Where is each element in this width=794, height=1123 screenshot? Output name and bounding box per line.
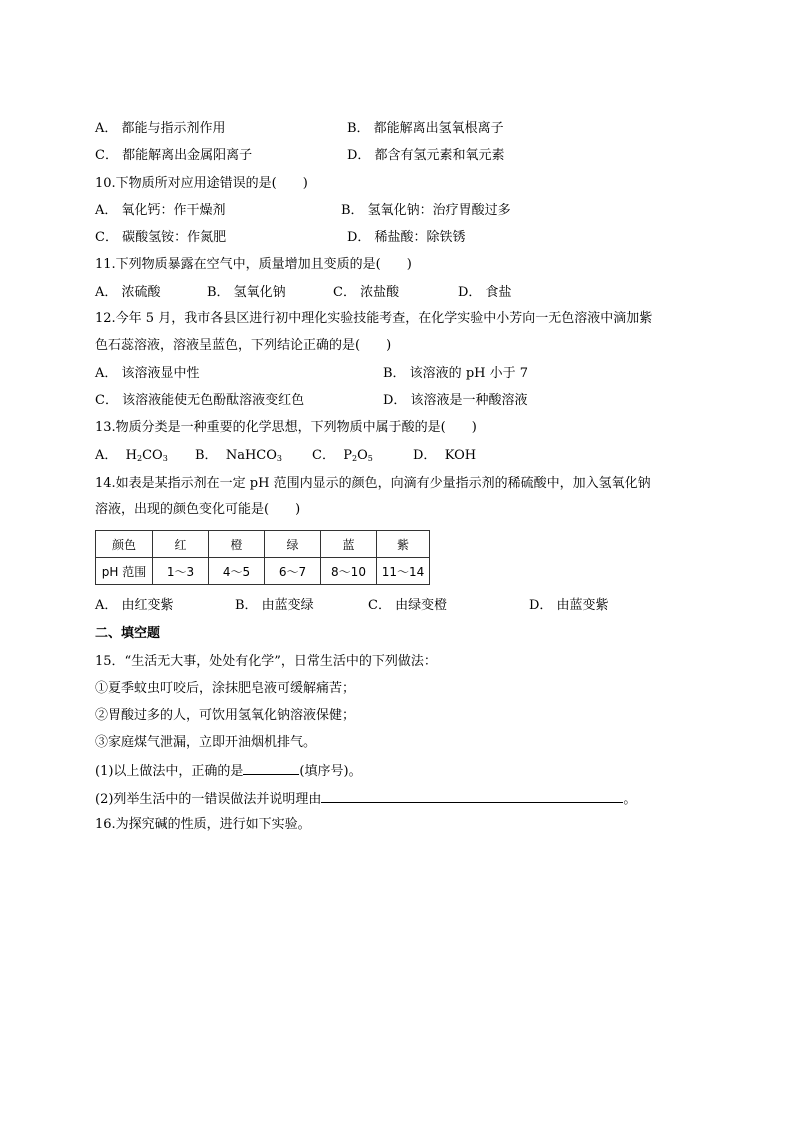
table-header-color: 颜色 xyxy=(96,531,153,558)
q14-option-b: B． 由蓝变绿 xyxy=(235,598,314,613)
q12-stem-line2: 色石蕊溶液，溶液呈蓝色，下列结论正确的是( ) xyxy=(95,338,392,353)
q13-option-d-label: D． xyxy=(413,448,437,463)
q13-option-b-formula: NaHCO$_3$ xyxy=(225,448,282,463)
q12-option-d: D． 该溶液是一种酸溶液 xyxy=(383,393,528,408)
q13-option-b xyxy=(195,447,282,465)
q15-item-2: ②胃酸过多的人，可饮用氢氧化钠溶液保健； xyxy=(95,708,356,723)
q14-stem-line1: 14.如表是某指示剂在一定 pH 范围内显示的颜色，向滴有少量指示剂的稀硫酸中，加入氢氧化钠 xyxy=(95,476,651,491)
q15-sub1-suffix: (填序号)。 xyxy=(299,764,362,779)
q15-sub2-text: (2)列举生活中的一错误做法并说明理由 xyxy=(95,792,322,807)
q12-option-a: A． 该溶液显中性 xyxy=(95,366,200,381)
q15-sub1-text: (1)以上做法中，正确的是 xyxy=(95,764,244,779)
answer-blank[interactable] xyxy=(321,789,623,803)
q15-item-3: ③家庭煤气泄漏，立即开油烟机排气。 xyxy=(95,735,317,750)
q11-option-a: A． 浓硫酸 xyxy=(95,285,161,300)
q13-stem: 13.物质分类是一种重要的化学思想，下列物质中属于酸的是( ) xyxy=(95,420,477,435)
q14-stem-line2: 溶液，出现的颜色变化可能是( ) xyxy=(95,502,301,517)
table-cell-ph: 6～7 xyxy=(265,558,321,585)
q12-option-c: C． 该溶液能使无色酚酞溶液变红色 xyxy=(95,393,305,408)
q10-option-d: D． 稀盐酸：除铁锈 xyxy=(347,230,466,245)
q11-stem: 11.下列物质暴露在空气中，质量增加且变质的是( ) xyxy=(95,257,412,272)
q9-option-d: D． 都含有氢元素和氧元素 xyxy=(347,148,505,163)
q14-option-a: A． 由红变紫 xyxy=(95,598,174,613)
q9-option-b: B． 都能解离出氢氧根离子 xyxy=(347,121,504,136)
q15-stem: 15．“生活无大事，处处有化学”，日常生活中的下列做法： xyxy=(95,654,437,669)
table-cell-color: 红 xyxy=(153,531,209,558)
answer-blank[interactable] xyxy=(243,761,299,775)
q9-option-c: C． 都能解离出金属阳离子 xyxy=(95,148,253,163)
section-heading-fill-in: 二、填空题 xyxy=(95,626,161,641)
q10-option-b: B． 氢氧化钠：治疗胃酸过多 xyxy=(341,203,511,218)
table-cell-ph: 11～14 xyxy=(377,558,430,585)
q10-option-c: C． 碳酸氢铵：作氮肥 xyxy=(95,230,227,245)
q14-option-c: C． 由绿变橙 xyxy=(368,598,448,613)
q10-option-a: A． 氧化钙：作干燥剂 xyxy=(95,203,226,218)
q11-option-b: B． 氢氧化钠 xyxy=(207,285,286,300)
q16-stem: 16.为探究碱的性质，进行如下实验。 xyxy=(95,817,311,832)
table-row-colors xyxy=(96,531,430,558)
q13-option-d-formula: KOH xyxy=(444,448,477,463)
q13-option-c-label: C． xyxy=(312,448,335,463)
q13-option-a-formula: $H_2CO_3$ xyxy=(125,448,168,463)
table-row-ph xyxy=(96,558,430,585)
q15-sub-question-2 xyxy=(95,789,636,809)
table-cell-ph: 8～10 xyxy=(321,558,377,585)
q13-option-c-formula: $P_2O_5$ xyxy=(343,448,373,463)
q15-sub-question-1 xyxy=(95,761,362,781)
q9-option-a: A． 都能与指示剂作用 xyxy=(95,121,226,136)
q15-sub2-suffix: 。 xyxy=(623,792,637,807)
q10-stem: 10.下物质所对应用途错误的是( ) xyxy=(95,176,308,191)
q13-option-a-label: A． xyxy=(95,448,118,463)
q12-stem-line1: 12.今年 5 月，我市各县区进行初中理化实验技能考查，在化学实验中小芳向一无色溶液中滴加紫 xyxy=(95,311,653,326)
q13-option-c xyxy=(312,447,373,465)
q13-option-a xyxy=(95,447,168,465)
table-cell-color: 紫 xyxy=(377,531,430,558)
table-cell-color: 蓝 xyxy=(321,531,377,558)
q14-option-d: D． 由蓝变紫 xyxy=(529,598,609,613)
q11-option-c: C． 浓盐酸 xyxy=(333,285,400,300)
table-cell-color: 橙 xyxy=(209,531,265,558)
q11-option-d: D． 食盐 xyxy=(458,285,512,300)
q12-option-b: B． 该溶液的 pH 小于 7 xyxy=(383,366,529,381)
table-cell-ph: 1～3 xyxy=(153,558,209,585)
q13-option-b-label: B． xyxy=(195,448,218,463)
table-header-ph: pH 范围 xyxy=(96,558,153,585)
q15-item-1: ①夏季蚊虫叮咬后，涂抹肥皂液可缓解痛苦； xyxy=(95,681,356,696)
q13-option-d xyxy=(413,447,476,465)
ph-color-table xyxy=(95,530,430,585)
table-cell-color: 绿 xyxy=(265,531,321,558)
table-cell-ph: 4～5 xyxy=(209,558,265,585)
